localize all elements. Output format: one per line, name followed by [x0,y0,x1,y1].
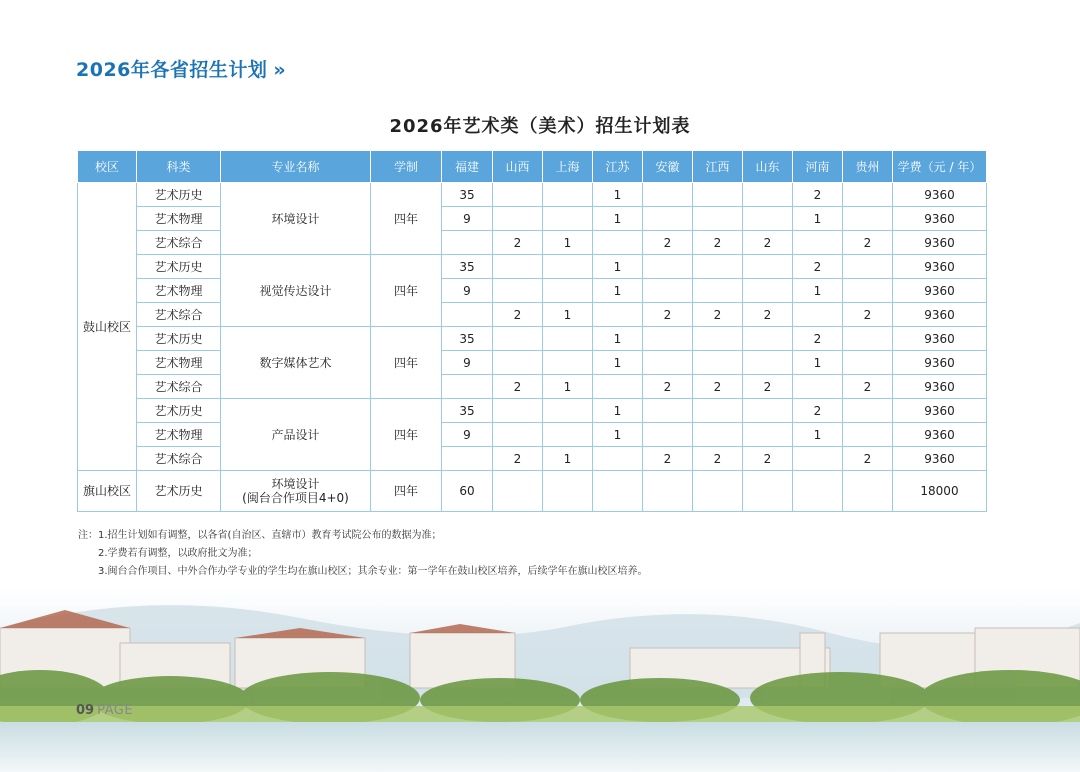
quota-cell: 2 [493,375,543,399]
quota-cell [643,279,693,303]
duration-cell: 四年 [371,255,442,327]
quota-cell: 9 [442,351,493,375]
note-line: 注：1.招生计划如有调整，以各省(自治区、直辖市）教育考试院公布的数据为准； [78,530,442,541]
quota-cell [442,231,493,255]
page-number-value: 09 [76,703,95,718]
quota-cell [593,471,643,512]
quota-cell [843,351,893,375]
note-line: 3.闽台合作项目、中外合作办学专业的学生均在旗山校区；其余专业：第一学年在鼓山校区培养，后续学年在旗山校区培养。 [98,566,648,577]
duration-cell: 四年 [371,471,442,512]
table-row [78,447,987,471]
header-cell: 山东 [743,151,793,183]
tuition-cell: 9360 [893,255,987,279]
category-cell: 艺术综合 [137,303,221,327]
quota-cell [643,183,693,207]
category-cell: 艺术历史 [137,327,221,351]
quota-cell: 2 [693,375,743,399]
quota-cell [843,423,893,447]
tuition-cell: 9360 [893,327,987,351]
major-cell: 视觉传达设计 [221,255,371,327]
quota-cell [643,471,693,512]
quota-cell: 1 [593,399,643,423]
quota-cell [743,183,793,207]
quota-cell [643,327,693,351]
tuition-cell: 9360 [893,351,987,375]
category-cell: 艺术物理 [137,351,221,375]
tuition-cell: 9360 [893,447,987,471]
quota-cell [593,375,643,399]
quota-cell [843,471,893,512]
quota-cell: 2 [693,447,743,471]
category-cell: 艺术综合 [137,375,221,399]
tuition-cell: 18000 [893,471,987,512]
quota-cell: 1 [793,351,843,375]
quota-cell [743,279,793,303]
header-cell: 学费（元 / 年） [893,151,987,183]
header-cell: 上海 [543,151,593,183]
page-number [76,703,133,718]
quota-cell [543,351,593,375]
quota-cell [843,279,893,303]
quota-cell [793,375,843,399]
double-chevron-right-icon: » [273,59,287,81]
quota-cell: 2 [843,447,893,471]
quota-cell [493,327,543,351]
campus-scenery-image [0,588,1080,772]
quota-cell [743,327,793,351]
quota-cell [743,351,793,375]
quota-cell: 2 [743,303,793,327]
quota-cell [843,327,893,351]
quota-cell [743,255,793,279]
quota-cell: 1 [543,231,593,255]
tuition-cell: 9360 [893,183,987,207]
quota-cell [593,447,643,471]
quota-cell [543,471,593,512]
major-name-line: 环境设计 [271,477,320,491]
quota-cell [543,255,593,279]
note-line: 2.学费若有调整，以政府批文为准； [98,548,258,559]
tuition-cell: 9360 [893,279,987,303]
quota-cell [793,303,843,327]
table-row [78,351,987,375]
quota-cell: 2 [743,375,793,399]
quota-cell [843,207,893,231]
quota-cell [743,207,793,231]
quota-cell: 2 [643,231,693,255]
quota-cell [743,471,793,512]
quota-cell [743,399,793,423]
quota-cell [493,279,543,303]
campus-cell: 旗山校区 [78,471,137,512]
table-row [78,183,987,207]
quota-cell: 2 [843,303,893,327]
quota-cell [643,351,693,375]
quota-cell: 2 [793,399,843,423]
quota-cell [543,423,593,447]
quota-cell [693,207,743,231]
quota-cell [543,327,593,351]
quota-cell [643,423,693,447]
category-cell: 艺术物理 [137,207,221,231]
header-cell: 学制 [371,151,442,183]
quota-cell: 1 [593,183,643,207]
quota-cell [693,183,743,207]
quota-cell [493,207,543,231]
quota-cell: 2 [693,231,743,255]
quota-cell [643,255,693,279]
table-row [78,279,987,303]
duration-cell: 四年 [371,183,442,255]
quota-cell [843,183,893,207]
quota-cell [843,399,893,423]
table-row [78,207,987,231]
header-cell: 科类 [137,151,221,183]
enrollment-plan-table [77,150,987,512]
quota-cell: 2 [743,447,793,471]
quota-cell [493,255,543,279]
quota-cell [493,183,543,207]
header-cell: 福建 [442,151,493,183]
quota-cell [493,471,543,512]
header-cell: 校区 [78,151,137,183]
duration-cell: 四年 [371,327,442,399]
quota-cell [543,207,593,231]
table-row [78,303,987,327]
quota-cell: 1 [593,255,643,279]
quota-cell [493,351,543,375]
quota-cell: 9 [442,423,493,447]
quota-cell [693,279,743,303]
table-row [78,375,987,399]
quota-cell [843,255,893,279]
quota-cell [693,327,743,351]
page-label: PAGE [97,703,134,718]
quota-cell [543,399,593,423]
quota-cell: 2 [643,375,693,399]
category-cell: 艺术历史 [137,399,221,423]
category-cell: 艺术物理 [137,279,221,303]
quota-cell: 35 [442,399,493,423]
table-row [78,231,987,255]
table-row [78,399,987,423]
major-cell: 数字媒体艺术 [221,327,371,399]
quota-cell [793,471,843,512]
notes [78,527,648,581]
quota-cell [593,231,643,255]
quota-cell [693,423,743,447]
header-cell: 河南 [793,151,843,183]
header-cell: 江苏 [593,151,643,183]
quota-cell [543,279,593,303]
quota-cell: 1 [793,279,843,303]
quota-cell: 2 [493,447,543,471]
quota-cell: 9 [442,279,493,303]
quota-cell: 2 [843,375,893,399]
quota-cell: 2 [843,231,893,255]
quota-cell [693,255,743,279]
category-cell: 艺术综合 [137,231,221,255]
table-row [78,255,987,279]
quota-cell: 1 [593,279,643,303]
quota-cell: 2 [743,231,793,255]
table-row [78,423,987,447]
tuition-cell: 9360 [893,399,987,423]
quota-cell: 35 [442,327,493,351]
major-cell: 产品设计 [221,399,371,471]
quota-cell [643,399,693,423]
quota-cell: 2 [793,255,843,279]
tuition-cell: 9360 [893,207,987,231]
section-title-text: 2026年各省招生计划 [76,59,268,81]
quota-cell: 1 [543,375,593,399]
table-row [78,327,987,351]
quota-cell: 2 [493,303,543,327]
quota-cell [743,423,793,447]
quota-cell: 35 [442,255,493,279]
header-cell: 贵州 [843,151,893,183]
table-title: 2026年艺术类（美术）招生计划表 [389,116,691,137]
quota-cell: 2 [493,231,543,255]
quota-cell: 1 [793,423,843,447]
major-note-line: (闽台合作项目4+0) [242,491,349,505]
quota-cell [643,207,693,231]
quota-cell [693,471,743,512]
tuition-cell: 9360 [893,375,987,399]
quota-cell: 2 [643,447,693,471]
section-title [76,55,286,82]
category-cell: 艺术综合 [137,447,221,471]
header-cell: 安徽 [643,151,693,183]
quota-cell [693,399,743,423]
quota-cell: 1 [593,423,643,447]
table-row [78,471,987,512]
major-cell: 环境设计 [221,183,371,255]
category-cell: 艺术历史 [137,255,221,279]
tuition-cell: 9360 [893,423,987,447]
header-cell: 山西 [493,151,543,183]
quota-cell: 1 [793,207,843,231]
quota-cell: 2 [693,303,743,327]
table-header-row [78,151,987,183]
quota-cell: 1 [543,303,593,327]
quota-cell: 1 [593,207,643,231]
header-cell: 江西 [693,151,743,183]
quota-cell [593,303,643,327]
category-cell: 艺术历史 [137,183,221,207]
campus-cell: 鼓山校区 [78,183,137,471]
category-cell: 艺术历史 [137,471,221,512]
quota-cell: 60 [442,471,493,512]
header-cell: 专业名称 [221,151,371,183]
quota-cell [493,423,543,447]
quota-cell [442,447,493,471]
quota-cell [442,303,493,327]
quota-cell [793,447,843,471]
tuition-cell: 9360 [893,303,987,327]
quota-cell [693,351,743,375]
quota-cell [793,231,843,255]
quota-cell: 1 [543,447,593,471]
quota-cell: 2 [643,303,693,327]
major-cell [221,471,371,512]
category-cell: 艺术物理 [137,423,221,447]
quota-cell: 1 [593,351,643,375]
quota-cell: 1 [593,327,643,351]
quota-cell: 9 [442,207,493,231]
quota-cell [493,399,543,423]
quota-cell [543,183,593,207]
tuition-cell: 9360 [893,231,987,255]
quota-cell: 2 [793,327,843,351]
quota-cell: 2 [793,183,843,207]
duration-cell: 四年 [371,399,442,471]
quota-cell: 35 [442,183,493,207]
quota-cell [442,375,493,399]
